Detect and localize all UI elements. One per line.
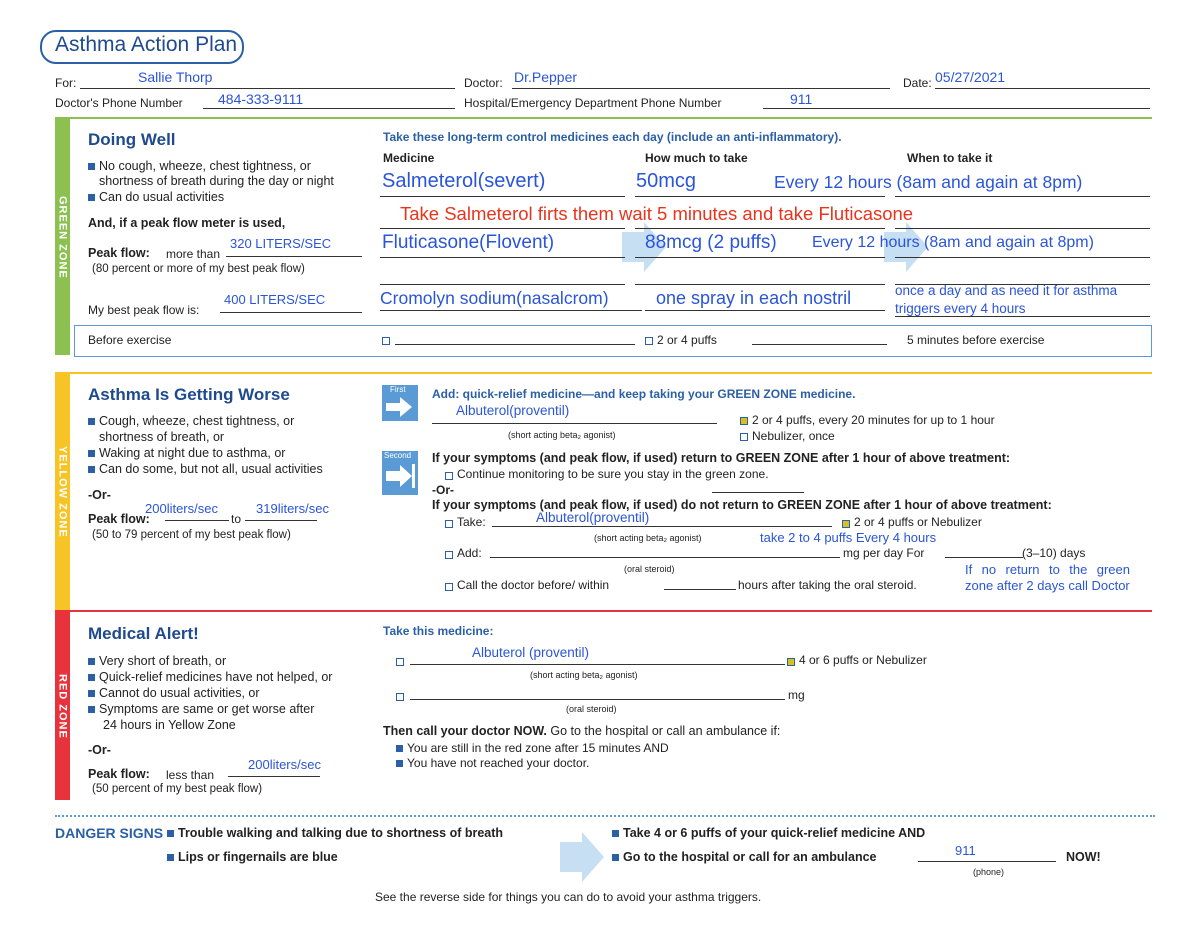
best-peak-label: My best peak flow is: xyxy=(88,303,200,317)
red-med-sub: (short acting beta₂ agonist) xyxy=(530,670,638,680)
red-bullet-1: Very short of breath, or xyxy=(88,654,226,669)
col-medicine: Medicine xyxy=(383,151,435,165)
green-peak-more: more than xyxy=(166,247,221,261)
red-mg-line xyxy=(410,699,785,700)
yellow-peak-high[interactable]: 319liters/sec xyxy=(256,501,329,516)
yellow-bullet-1: Cough, wheeze, chest tightness, or xyxy=(88,414,294,429)
yellow-peak-line-1 xyxy=(165,520,229,521)
quick-neb-checkbox[interactable] xyxy=(740,428,750,446)
date-value[interactable]: 05/27/2021 xyxy=(935,69,1006,85)
handwritten-note[interactable]: Take Salmeterol firts them wait 5 minutes and take Fluticasone xyxy=(400,203,914,224)
red-bullet-4b: 24 hours in Yellow Zone xyxy=(103,718,236,732)
med3-name[interactable]: Cromolyn sodium(nasalcrom) xyxy=(380,288,609,308)
footer-note: See the reverse side for things you can do to avoid your asthma triggers. xyxy=(375,890,762,904)
red-med[interactable]: Albuterol (proventil) xyxy=(472,645,590,660)
red-zone-rule xyxy=(55,610,1152,612)
doc-phone-label: Doctor's Phone Number xyxy=(55,96,183,110)
exercise-label: Before exercise xyxy=(88,333,172,347)
take-note[interactable]: take 2 to 4 puffs Every 4 hours xyxy=(760,530,937,545)
med2-name[interactable]: Fluticasone(Flovent) xyxy=(382,232,555,253)
call-checkbox[interactable] xyxy=(445,578,455,596)
col-when: When to take it xyxy=(907,151,993,165)
danger-take: Take 4 or 6 puffs of your quick-relief medicine AND xyxy=(612,826,925,841)
red-call-bullet-2: You have not reached your doctor. xyxy=(396,756,589,771)
exercise-line-1 xyxy=(395,344,635,345)
med-line-3c xyxy=(895,257,1150,258)
green-peak-value[interactable]: 320 LITERS/SEC xyxy=(230,236,332,251)
danger-now: NOW! xyxy=(1066,850,1101,864)
for-value[interactable]: Sallie Thorp xyxy=(138,69,213,85)
hosp-phone-line xyxy=(763,108,1150,109)
red-bullet-2: Quick-relief medicines have not helped, or xyxy=(88,670,332,685)
take-line xyxy=(492,526,832,527)
med-line-4a xyxy=(380,284,625,285)
red-bullet-4: Symptoms are same or get worse after xyxy=(88,702,314,717)
red-take-text: Take this medicine: xyxy=(383,624,494,638)
take-med[interactable]: Albuterol(proventil) xyxy=(536,510,650,525)
call-line xyxy=(664,589,736,590)
danger-phone[interactable]: 911 xyxy=(955,843,976,858)
yellow-zone-bar: YELLOW ZONE xyxy=(55,374,70,610)
take-sub: (short acting beta₂ agonist) xyxy=(594,533,702,543)
take-label: Take: xyxy=(457,515,486,529)
return-text: If your symptoms (and peak flow, if used) return to GREEN ZONE after 1 hour of above treatment: xyxy=(432,451,1011,465)
red-heading: Medical Alert! xyxy=(88,624,199,643)
call-after: hours after taking the oral steroid. xyxy=(738,578,917,592)
doctor-line xyxy=(512,88,890,89)
add-days-line xyxy=(945,557,1023,558)
hosp-phone-label: Hospital/Emergency Department Phone Number xyxy=(464,96,722,110)
hosp-phone-value[interactable]: 911 xyxy=(790,91,813,107)
red-med-dose: 4 or 6 puffs or Nebulizer xyxy=(799,653,927,667)
green-zone-bar: GREEN ZONE xyxy=(55,119,70,355)
med-line-3b xyxy=(635,257,885,258)
red-call-bullet-1: You are still in the red zone after 15 minutes AND xyxy=(396,741,669,756)
danger-label: DANGER SIGNS xyxy=(55,825,164,841)
med3-when-b[interactable]: triggers every 4 hours xyxy=(895,301,1026,316)
med3-when-a[interactable]: once a day and as need it for asthma xyxy=(895,283,1118,298)
med-line-2a xyxy=(380,228,625,229)
doc-phone-value[interactable]: 484-333-9111 xyxy=(218,91,304,107)
med-line-2b xyxy=(635,228,885,229)
danger-sign-1: Trouble walking and talking due to shortness of breath xyxy=(167,826,503,841)
yellow-bullet-2: Waking at night due to asthma, or xyxy=(88,446,285,461)
red-zone-bar: RED ZONE xyxy=(55,612,70,800)
quick-med-line xyxy=(432,423,717,424)
add-checkbox[interactable] xyxy=(445,546,455,564)
med2-dose[interactable]: 88mcg (2 puffs) xyxy=(645,232,777,253)
best-peak-value[interactable]: 400 LITERS/SEC xyxy=(224,292,326,307)
yellow-hw-note[interactable]: If no return to the green zone after 2 days call Doctor xyxy=(965,562,1130,593)
danger-arrow xyxy=(560,832,606,882)
red-peak-note: (50 percent of my best peak flow) xyxy=(92,783,263,795)
green-zone-rule xyxy=(55,117,1152,119)
yellow-or: -Or- xyxy=(88,488,111,502)
doctor-value[interactable]: Dr.Pepper xyxy=(514,69,578,85)
green-peak-intro: And, if a peak flow meter is used, xyxy=(88,216,286,230)
med-line-3a xyxy=(380,257,625,258)
green-bullet-1b: shortness of breath during the day or night xyxy=(99,174,334,188)
red-bullet-3: Cannot do usual activities, or xyxy=(88,686,260,701)
yellow-bullet-1b: shortness of breath, or xyxy=(99,430,225,444)
yellow-peak-note: (50 to 79 percent of my best peak flow) xyxy=(92,529,291,541)
green-peak-label: Peak flow: xyxy=(88,246,150,260)
date-line xyxy=(935,88,1150,89)
red-mg-checkbox[interactable] xyxy=(396,688,406,706)
take-checkbox[interactable] xyxy=(445,515,455,533)
doctor-label: Doctor: xyxy=(464,76,503,90)
red-oral: (oral steroid) xyxy=(566,704,617,714)
exercise-when: 5 minutes before exercise xyxy=(907,333,1045,347)
med-line-5b xyxy=(645,310,885,311)
med1-when[interactable]: Every 12 hours (8am and again at 8pm) xyxy=(774,172,1083,192)
red-dose-checkbox[interactable] xyxy=(787,653,797,671)
med-line-5a xyxy=(380,310,642,311)
green-peak-line xyxy=(226,256,362,257)
yellow-peak-to: to xyxy=(231,512,242,526)
red-peak-label: Peak flow: xyxy=(88,767,150,781)
continue-text: Continue monitoring to be sure you stay in the green zone. xyxy=(457,467,769,481)
red-or: -Or- xyxy=(88,743,111,757)
med-line-1a xyxy=(380,196,625,197)
green-bullet-1: No cough, wheeze, chest tightness, or xyxy=(88,159,311,174)
red-med-checkbox[interactable] xyxy=(396,653,406,671)
quick-med-sub: (short acting beta₂ agonist) xyxy=(508,430,616,440)
red-peak-line xyxy=(228,776,320,777)
take-dose: 2 or 4 puffs or Nebulizer xyxy=(854,515,982,529)
yellow-peak-line-2 xyxy=(245,520,317,521)
danger-phone-label: (phone) xyxy=(973,867,1005,877)
med2-when[interactable]: Every 12 hours (8am and again at 8pm) xyxy=(812,234,1094,251)
med1-name[interactable]: Salmeterol(severt) xyxy=(382,170,546,192)
red-mg: mg xyxy=(788,688,805,702)
green-peak-note: (80 percent or more of my best peak flow) xyxy=(92,263,305,275)
best-peak-line xyxy=(220,312,362,313)
red-peak-value[interactable]: 200liters/sec xyxy=(248,757,321,772)
first-arrow: First xyxy=(382,385,418,421)
quick-med[interactable]: Albuterol(proventil) xyxy=(456,403,570,418)
danger-divider xyxy=(55,815,1155,817)
med3-dose[interactable]: one spray in each nostril xyxy=(656,288,852,308)
date-label: Date: xyxy=(903,76,932,90)
med-line-4b xyxy=(635,284,885,285)
col-how: How much to take xyxy=(645,151,748,165)
yellow-add-text: Add: quick-relief medicine—and keep taking your GREEN ZONE medicine. xyxy=(432,387,856,401)
med-line-5c xyxy=(895,316,1150,317)
yellow-zone-rule xyxy=(55,372,1152,374)
red-med-line xyxy=(410,664,785,665)
green-instruction: Take these long-term control medicines each day (include an anti-inflammatory). xyxy=(383,130,842,144)
add-days: (3–10) days xyxy=(1022,546,1086,560)
yellow-peak-label: Peak flow: xyxy=(88,512,150,526)
red-call: Then call your doctor NOW. Go to the hospital or call an ambulance if: xyxy=(383,724,781,738)
add-line xyxy=(490,557,840,558)
add-dose: mg per day For xyxy=(843,546,925,560)
danger-go: Go to the hospital or call for an ambulance xyxy=(612,850,877,865)
for-label: For: xyxy=(55,76,77,90)
exercise-dose: 2 or 4 puffs xyxy=(657,333,717,347)
page-title: Asthma Action Plan xyxy=(55,33,238,56)
yellow-peak-low[interactable]: 200liters/sec xyxy=(145,501,218,516)
green-bullet-2: Can do usual activities xyxy=(88,190,224,205)
noreturn-text: If your symptoms (and peak flow, if used) do not return to GREEN ZONE after 1 hour of above treatment: xyxy=(432,498,1052,512)
yellow-or-2: -Or- xyxy=(432,483,454,497)
quick-dose: 2 or 4 puffs, every 20 minutes for up to 1 hour xyxy=(752,413,995,427)
med-line-1b xyxy=(635,196,885,197)
second-arrow: Second xyxy=(382,451,418,495)
yellow-heading: Asthma Is Getting Worse xyxy=(88,385,290,404)
green-heading: Doing Well xyxy=(88,130,176,149)
call-text: Call the doctor before/ within xyxy=(457,578,610,592)
for-line xyxy=(80,88,455,89)
med-line-1c xyxy=(895,196,1150,197)
exercise-dose-checkbox[interactable] xyxy=(645,332,655,350)
red-peak-less: less than xyxy=(166,768,215,782)
add-label: Add: xyxy=(457,546,482,560)
danger-phone-line xyxy=(918,861,1056,862)
med1-dose[interactable]: 50mcg xyxy=(636,170,697,192)
add-oral: (oral steroid) xyxy=(624,564,675,574)
med-line-2c xyxy=(895,228,1150,229)
danger-sign-2: Lips or fingernails are blue xyxy=(167,850,338,865)
doc-phone-line xyxy=(203,108,455,109)
quick-neb: Nebulizer, once xyxy=(752,429,835,443)
exercise-checkbox[interactable] xyxy=(382,332,392,350)
or-line xyxy=(712,492,804,493)
exercise-line-2 xyxy=(752,344,887,345)
yellow-bullet-3: Can do some, but not all, usual activities xyxy=(88,462,323,477)
